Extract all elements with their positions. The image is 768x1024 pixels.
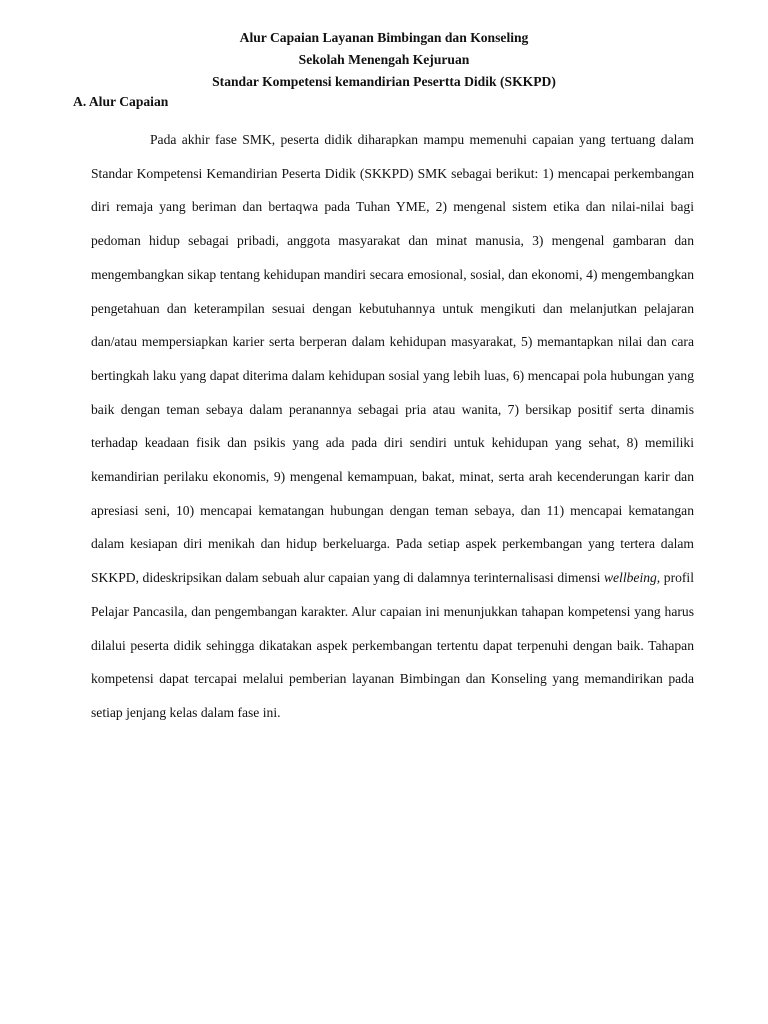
document-title <box>0 27 768 93</box>
body-paragraph <box>91 123 694 730</box>
section-heading: A. Alur Capaian <box>73 94 169 109</box>
paragraph-text-part-1: Pada akhir fase SMK, peserta didik diharapkan mampu memenuhi capaian yang tertuang dalam Standar Kompetensi Kemandirian Peserta Didik (SKKPD) SMK sebagai berikut: 1) mencapai perkembangan diri remaja yang beriman dan bertaqwa pada Tuhan YME, 2) mengenal sistem etika dan nilai-nilai bagi pedoman hidup sebagai pribadi, anggota masyarakat dan minat manusia, 3) mengenal gambaran dan mengembangkan sikap tentang kehidupan mandiri secara emosional, sosial, dan ekonomi, 4) mengembangkan pengetahuan dan keterampilan sesuai dengan kebutuhannya untuk mengikuti dan melanjutkan pelajaran dan/atau mempersiapkan karier serta berperan dalam kehidupan masyarakat, 5) memantapkan nilai dan cara bertingkah laku yang dapat diterima dalam kehidupan sosial yang lebih luas, 6) mencapai pola hubungan yang baik dengan teman sebaya dalam peranannya sebagai pria atau wanita, 7) bersikap positif serta dinamis terhadap keadaan fisik dan psikis yang ada pada diri sendiri untuk kehidupan yang sehat, 8) memiliki kemandirian perilaku ekonomis, 9) mengenal kemampuan, bakat, minat, serta arah kecenderungan karir dan apresiasi seni, 10) mencapai kematangan hubungan dengan teman sebaya, dan 11) mencapai kematangan dalam kesiapan diri menikah dan hidup berkeluarga. Pada setiap aspek perkembangan yang tertera dalam SKKPD, dideskripsikan dalam sebuah alur capaian yang di dalamnya terinternalisasi dimensi <box>91 132 694 586</box>
paragraph-text-part-2: profil Pelajar Pancasila, dan pengembangan karakter. Alur capaian ini menunjukkan tahapan kompetensi yang harus dilalui peserta didik sehingga dikatakan aspek perkembangan tertentu dapat terpenuhi dengan baik. Tahapan kompetensi dapat tercapai melalui pemberian layanan Bimbingan dan Konseling yang memandirikan pada setiap jenjang kelas dalam fase ini. <box>91 570 694 720</box>
paragraph-italic-term: wellbeing, <box>603 570 661 586</box>
title-line-1: Alur Capaian Layanan Bimbingan dan Konseling <box>239 30 529 45</box>
title-line-3: Standar Kompetensi kemandirian Pesertta Didik (SKKPD) <box>212 74 556 89</box>
title-line-2: Sekolah Menengah Kejuruan <box>298 52 470 67</box>
